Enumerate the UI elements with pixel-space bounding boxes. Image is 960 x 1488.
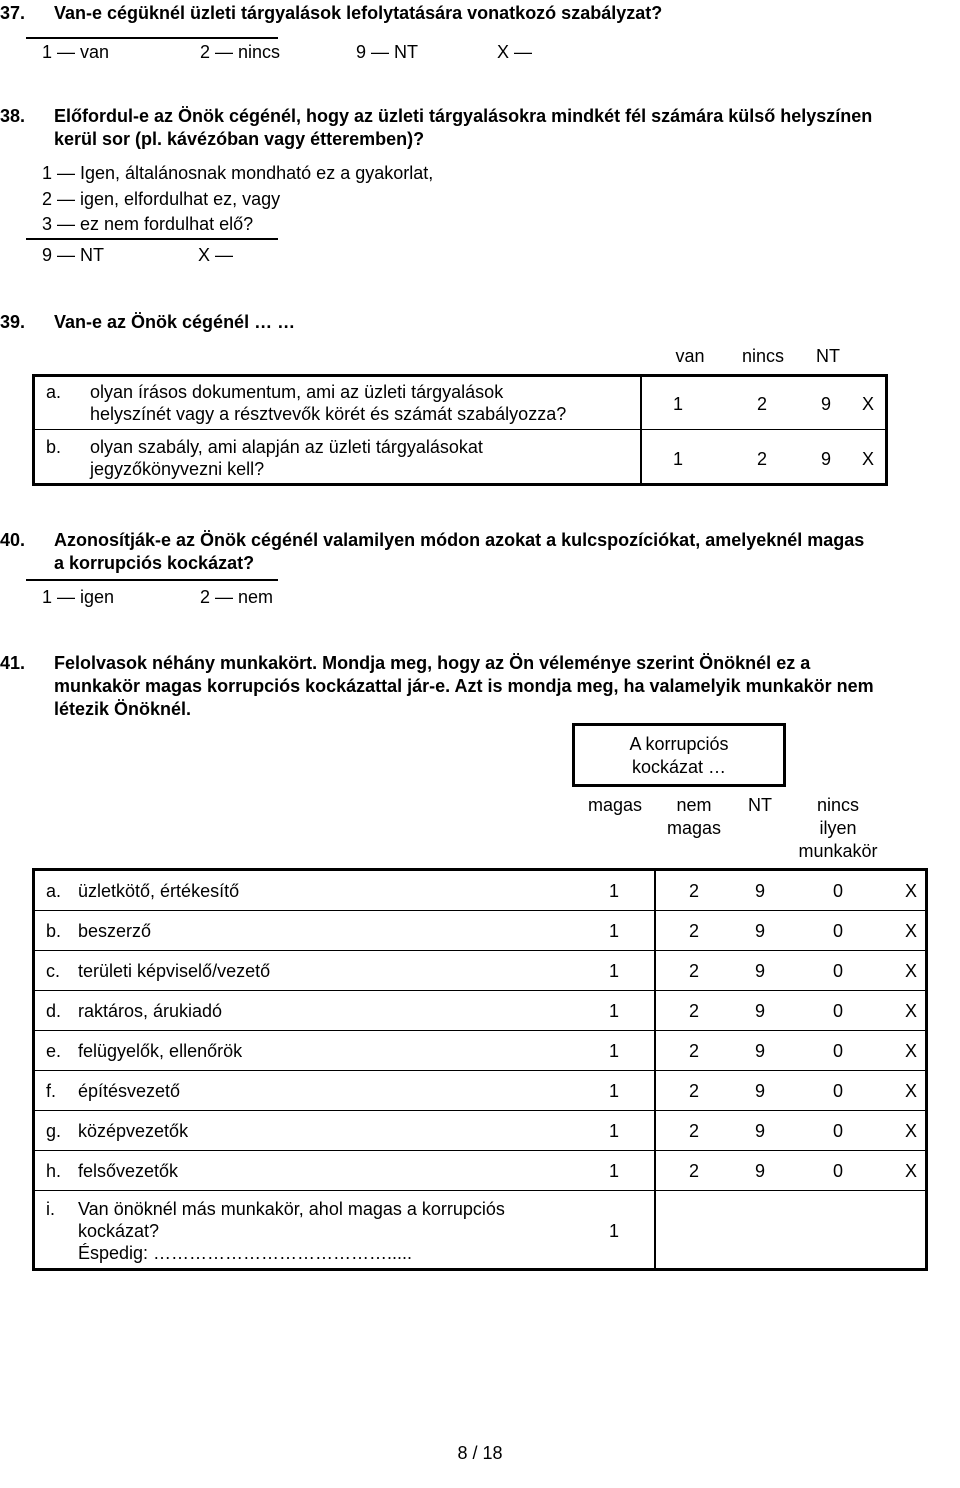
q39-row-b-line2: jegyzőkönyvezni kell? (90, 459, 265, 479)
q39-column-divider (640, 375, 642, 485)
q39-row-a-code-1[interactable]: 1 (672, 394, 683, 414)
q41-header-magas: magas (587, 795, 643, 815)
q41-row-e-code-x[interactable]: X (904, 1041, 917, 1061)
q41-row-f-letter: f. (46, 1081, 57, 1101)
q41-row-f-code-2[interactable]: 2 (688, 1081, 699, 1101)
q39-row-b-code-9[interactable]: 9 (820, 449, 831, 469)
q41-row-h-letter: h. (46, 1161, 62, 1181)
q38-question-line1: Előfordul-e az Önök cégénél, hogy az üzleti tárgyalásokra mindkét fél számára külső helyszínen (54, 106, 873, 126)
q38-answer-1[interactable]: 1 — Igen, általánosnak mondható ez a gyakorlat, (42, 163, 434, 183)
q41-header-nem-magas-2: magas (666, 818, 722, 838)
q41-row-c-letter: c. (46, 961, 61, 981)
q37-rule (26, 37, 278, 39)
q40-option-1[interactable]: 1 — igen (42, 587, 115, 607)
q41-header-nem-magas-1: nem (676, 795, 712, 815)
q39-number: 39. (0, 312, 26, 332)
q39-header-nincs: nincs (741, 346, 785, 366)
q37-option-1[interactable]: 1 — van (42, 42, 110, 62)
q41-row-g-code-2[interactable]: 2 (688, 1121, 699, 1141)
q41-row-h-label: felsővezetők (78, 1161, 179, 1181)
q41-header-nt: NT (748, 795, 772, 815)
q41-row-c-code-9[interactable]: 9 (754, 961, 765, 981)
q39-row-a-code-9[interactable]: 9 (820, 394, 831, 414)
q41-row-b-code-9[interactable]: 9 (754, 921, 765, 941)
q41-row-g-code-x[interactable]: X (904, 1121, 917, 1141)
q41-row-e-code-9[interactable]: 9 (754, 1041, 765, 1061)
q37-option-2[interactable]: 2 — nincs (200, 42, 281, 62)
q38-option-x[interactable]: X — (198, 245, 234, 265)
q38-answer-2[interactable]: 2 — igen, elfordulhat ez, vagy (42, 189, 281, 209)
q41-row-e-code-0[interactable]: 0 (832, 1041, 843, 1061)
q41-row-c-code-0[interactable]: 0 (832, 961, 843, 981)
q41-row-d-code-x[interactable]: X (904, 1001, 917, 1021)
q40-option-2[interactable]: 2 — nem (200, 587, 274, 607)
q41-row-g-code-1[interactable]: 1 (608, 1121, 619, 1141)
q41-row-divider (34, 1150, 926, 1151)
q41-row-a-code-1[interactable]: 1 (608, 881, 619, 901)
q41-row-e-letter: e. (46, 1041, 62, 1061)
q41-row-divider (34, 1070, 926, 1071)
q39-row-divider (34, 429, 886, 430)
q38-rule (26, 238, 278, 240)
q41-header-nincs-2: ilyen (819, 818, 857, 838)
q38-question-line2: kerül sor (pl. kávézóban vagy étteremben)? (54, 129, 425, 149)
q41-header-nincs-1: nincs (816, 795, 860, 815)
q38-number: 38. (0, 106, 26, 126)
q39-row-b-code-1[interactable]: 1 (672, 449, 683, 469)
q41-row-f-code-1[interactable]: 1 (608, 1081, 619, 1101)
q41-row-b-code-1[interactable]: 1 (608, 921, 619, 941)
q41-row-i-letter: i. (46, 1199, 55, 1219)
q40-question-line2: a korrupciós kockázat? (54, 553, 255, 573)
q39-question: Van-e az Önök cégénél … … (54, 312, 296, 332)
q41-row-c-label: területi képviselő/vezető (78, 961, 271, 981)
q41-row-d-label: raktáros, árukiadó (78, 1001, 223, 1021)
q41-row-a-letter: a. (46, 881, 62, 901)
q37-option-9[interactable]: 9 — NT (356, 42, 419, 62)
q39-row-a-code-x[interactable]: X (861, 394, 874, 414)
q41-row-h-code-2[interactable]: 2 (688, 1161, 699, 1181)
q37-number: 37. (0, 3, 26, 23)
q41-row-d-code-9[interactable]: 9 (754, 1001, 765, 1021)
q41-row-divider (34, 910, 926, 911)
q41-row-c-code-x[interactable]: X (904, 961, 917, 981)
q41-row-h-code-x[interactable]: X (904, 1161, 917, 1181)
q37-option-x[interactable]: X — (497, 42, 533, 62)
q40-rule (26, 579, 278, 581)
q41-row-f-code-x[interactable]: X (904, 1081, 917, 1101)
q37-question: Van-e cégüknél üzleti tárgyalások lefolytatására vonatkozó szabályzat? (54, 3, 663, 23)
q41-number: 41. (0, 653, 26, 673)
page-number: 8 / 18 (457, 1443, 503, 1463)
q41-row-a-code-2[interactable]: 2 (688, 881, 699, 901)
q41-row-i-line2: kockázat? (78, 1221, 160, 1241)
q39-row-a-line1: olyan írásos dokumentum, ami az üzleti tárgyalások (90, 382, 504, 402)
q41-row-d-letter: d. (46, 1001, 62, 1021)
q41-group-header-line1: A korrupciós (629, 734, 729, 754)
q41-question-line3: létezik Önöknél. (54, 699, 192, 719)
q41-row-d-code-2[interactable]: 2 (688, 1001, 699, 1021)
q41-header-nincs-3: munkakör (798, 841, 878, 861)
q40-number: 40. (0, 530, 26, 550)
q38-answer-3[interactable]: 3 — ez nem fordulhat elő? (42, 214, 254, 234)
q39-header-van: van (675, 346, 705, 366)
q39-row-b-code-2[interactable]: 2 (756, 449, 767, 469)
q41-row-f-code-0[interactable]: 0 (832, 1081, 843, 1101)
q39-row-b-letter: b. (46, 437, 62, 457)
q41-question-line1: Felolvasok néhány munkakört. Mondja meg, hogy az Ön véleménye szerint Önöknél ez a (54, 653, 811, 673)
q41-row-f-label: építésvezető (78, 1081, 181, 1101)
q41-row-divider (34, 950, 926, 951)
q41-row-f-code-9[interactable]: 9 (754, 1081, 765, 1101)
q38-option-9[interactable]: 9 — NT (42, 245, 105, 265)
q41-row-divider (34, 1190, 926, 1191)
q41-row-divider (34, 1030, 926, 1031)
q41-row-e-code-1[interactable]: 1 (608, 1041, 619, 1061)
q41-row-b-code-2[interactable]: 2 (688, 921, 699, 941)
q39-row-b-line1: olyan szabály, ami alapján az üzleti tárgyalásokat (90, 437, 483, 457)
q41-row-b-code-0[interactable]: 0 (832, 921, 843, 941)
q39-header-nt: NT (816, 346, 840, 366)
q41-group-header-line2: kockázat … (631, 757, 727, 777)
q40-question-line1: Azonosítják-e az Önök cégénél valamilyen módon azokat a kulcspozíciókat, amelyeknél magas (54, 530, 865, 550)
q41-row-divider (34, 1110, 926, 1111)
q41-row-i-code-1[interactable]: 1 (608, 1221, 619, 1241)
q41-row-b-code-x[interactable]: X (904, 921, 917, 941)
q41-row-b-label: beszerző (78, 921, 152, 941)
q41-question-line2: munkakör magas korrupciós kockázattal jár-e. Azt is mondja meg, ha valamelyik munkakör nem (54, 676, 874, 696)
q41-row-e-label: felügyelők, ellenőrök (78, 1041, 243, 1061)
q41-row-a-code-0[interactable]: 0 (832, 881, 843, 901)
q39-row-a-letter: a. (46, 382, 62, 402)
q41-row-g-letter: g. (46, 1121, 62, 1141)
q41-row-i-line1: Van önöknél más munkakör, ahol magas a korrupciós (78, 1199, 505, 1219)
q41-row-h-code-1[interactable]: 1 (608, 1161, 619, 1181)
q41-row-i-line3[interactable]: Éspedig: …………………………………..... (78, 1243, 413, 1263)
q41-row-g-code-9[interactable]: 9 (754, 1121, 765, 1141)
q41-row-d-code-1[interactable]: 1 (608, 1001, 619, 1021)
q41-row-e-code-2[interactable]: 2 (688, 1041, 699, 1061)
q41-row-d-code-0[interactable]: 0 (832, 1001, 843, 1021)
q39-row-b-code-x[interactable]: X (861, 449, 874, 469)
q41-row-c-code-1[interactable]: 1 (608, 961, 619, 981)
q41-row-g-code-0[interactable]: 0 (832, 1121, 843, 1141)
q41-row-a-label: üzletkötő, értékesítő (78, 881, 240, 901)
q39-row-a-code-2[interactable]: 2 (756, 394, 767, 414)
q41-row-a-code-x[interactable]: X (904, 881, 917, 901)
q41-row-c-code-2[interactable]: 2 (688, 961, 699, 981)
q41-row-divider (34, 990, 926, 991)
q41-row-g-label: középvezetők (78, 1121, 189, 1141)
q39-row-a-line2: helyszínét vagy a résztvevők körét és számát szabályozza? (90, 404, 567, 424)
q41-row-a-code-9[interactable]: 9 (754, 881, 765, 901)
q41-row-h-code-0[interactable]: 0 (832, 1161, 843, 1181)
q41-row-b-letter: b. (46, 921, 62, 941)
q41-row-h-code-9[interactable]: 9 (754, 1161, 765, 1181)
